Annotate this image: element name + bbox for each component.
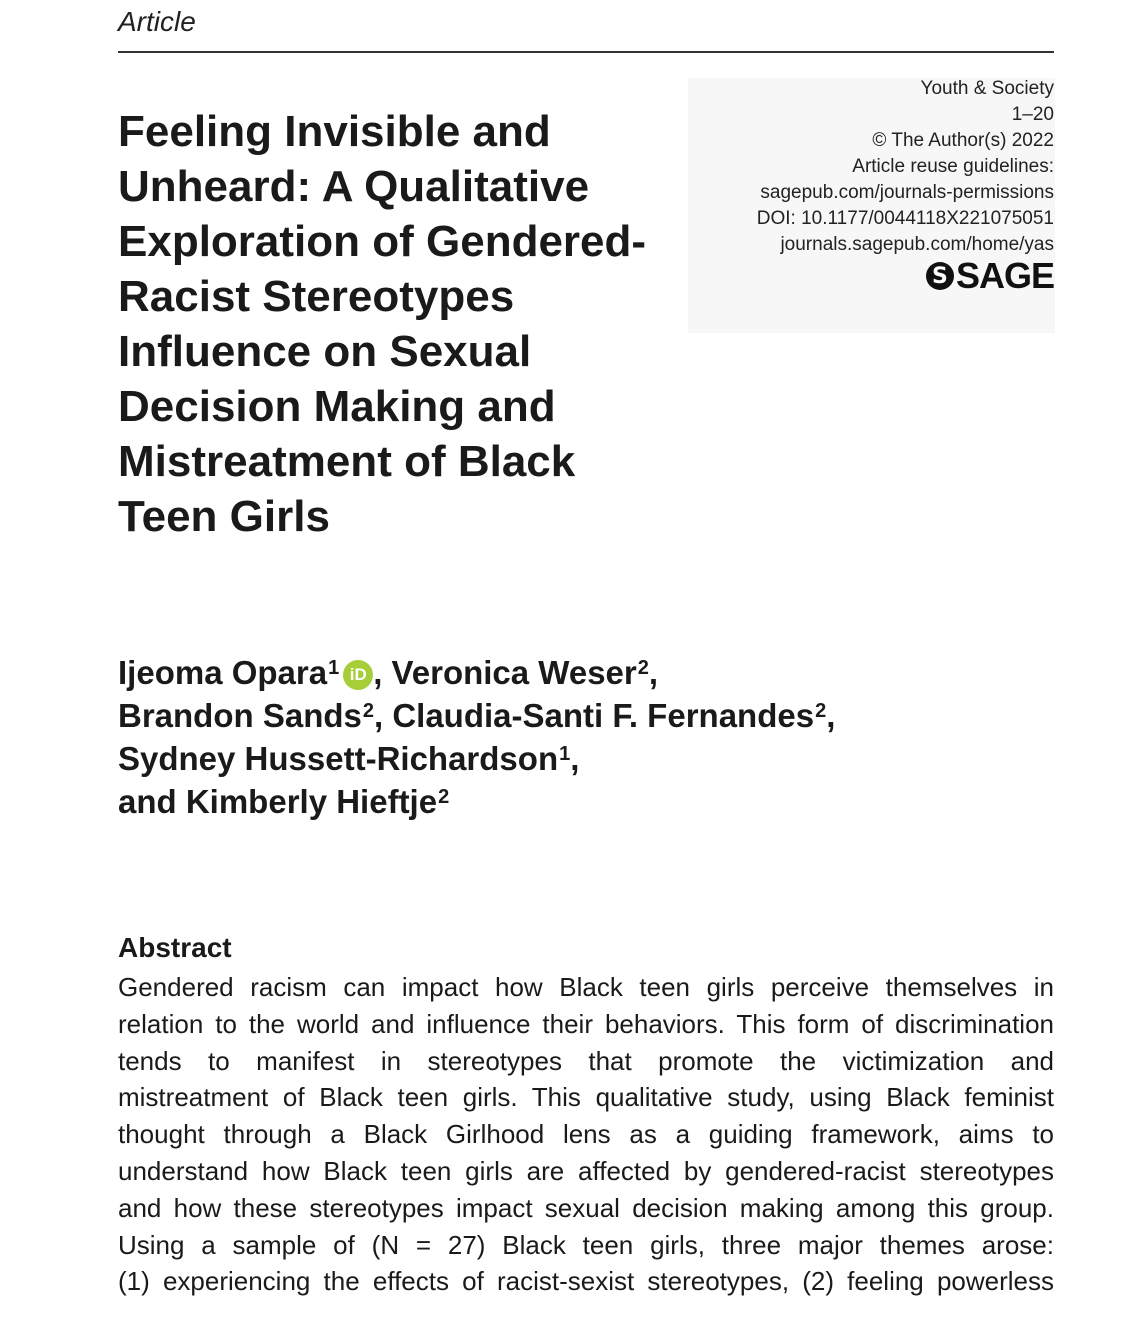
sage-logo (926, 255, 1054, 296)
header-rule (118, 51, 1054, 53)
abstract-line: tends to manifest in stereotypes that promote the victimization and (118, 1045, 1054, 1076)
author-name: , Veronica Weser (373, 654, 637, 691)
journal-link[interactable]: journals.sagepub.com/home/yas (780, 234, 1054, 255)
article-title (118, 104, 718, 544)
abstract-line: understand how Black teen girls are affected by gendered-racist stereotypes (118, 1155, 1054, 1186)
journal-name: Youth & Society (920, 78, 1054, 99)
author-name: Brandon Sands (118, 697, 362, 734)
affiliation-mark: 2 (637, 657, 649, 679)
separator: , (570, 740, 580, 777)
title-line: Racist Stereotypes (118, 272, 515, 321)
author-name: Ijeoma Opara (118, 654, 328, 691)
permissions-link[interactable]: sagepub.com/journals-permissions (760, 182, 1054, 203)
affiliation-mark: 2 (815, 700, 827, 722)
title-line: Teen Girls (118, 492, 330, 541)
sage-mark-icon: S (926, 262, 954, 290)
page-range: 1–20 (1011, 104, 1054, 125)
affiliation-mark: 1 (559, 743, 571, 765)
title-line: Unheard: A Qualitative (118, 162, 590, 211)
author-list (118, 651, 1018, 823)
journal-meta (757, 76, 1054, 258)
title-line: Decision Making and (118, 382, 556, 431)
author-line (118, 780, 1018, 823)
author-line (118, 737, 1018, 780)
separator: , (648, 654, 659, 691)
abstract-body (118, 969, 1054, 1300)
abstract-line: relation to the world and influence their behaviors. This form of discrimination (118, 1008, 1054, 1039)
abstract-heading: Abstract (118, 932, 232, 963)
reuse-label: Article reuse guidelines: (852, 156, 1054, 177)
abstract-line: mistreatment of Black teen girls. This qualitative study, using Black feminist (118, 1082, 1054, 1113)
affiliation-mark: 1 (328, 657, 340, 679)
title-line: Feeling Invisible and (118, 107, 551, 156)
separator: , (826, 697, 836, 734)
author-name: , Claudia-Santi F. Fernandes (373, 697, 815, 734)
author-name: and Kimberly Hieftje (118, 783, 438, 820)
article-type-label: Article (118, 6, 196, 37)
affiliation-mark: 2 (438, 786, 450, 808)
copyright: © The Author(s) 2022 (872, 130, 1054, 151)
affiliation-mark: 2 (362, 700, 374, 722)
title-line: Mistreatment of Black (118, 437, 576, 486)
abstract-line: Gendered racism can impact how Black teen girls perceive themselves in (118, 972, 1054, 1002)
abstract-line: Using a sample of (N = 27) Black teen girls, three major themes arose: (118, 1229, 1054, 1260)
abstract-line: and how these stereotypes impact sexual decision making among this group. (118, 1192, 1054, 1223)
title-line: Influence on Sexual (118, 327, 532, 376)
author-line (118, 694, 1018, 737)
doi[interactable]: DOI: 10.1177/0044118X221075051 (756, 208, 1054, 229)
sage-wordmark: SAGE (955, 255, 1054, 296)
orcid-icon[interactable]: iD (343, 660, 373, 690)
author-name: Sydney Hussett-Richardson (118, 740, 559, 777)
abstract-line: thought through a Black Girlhood lens as a guiding framework, aims to (118, 1119, 1054, 1150)
title-line: Exploration of Gendered- (118, 217, 647, 266)
author-line (118, 651, 1018, 694)
abstract-line: (1) experiencing the effects of racist-sexist stereotypes, (2) feeling powerless (118, 1266, 1054, 1297)
